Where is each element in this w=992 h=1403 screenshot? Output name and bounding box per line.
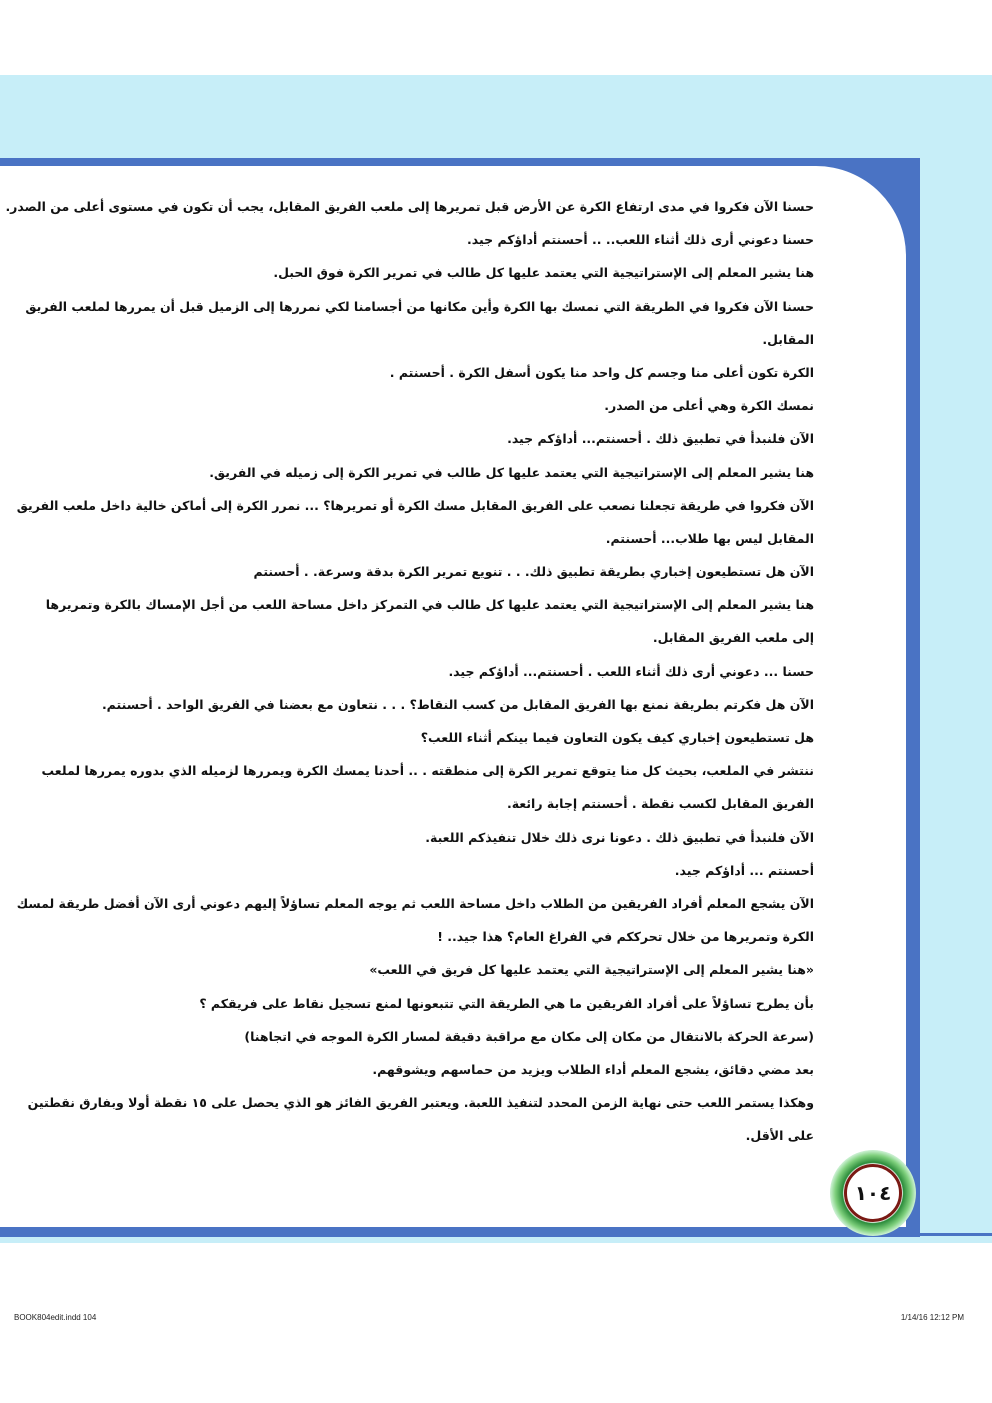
text-line: الآن فلنبدأ في تطبيق ذلك . أحسنتم... أداؤكم جيد. — [507, 431, 814, 447]
text-line: وهكذا يستمر اللعب حتى نهاية الزمن المحدد لتنفيذ اللعبة. ويعتبر الفريق الفائز هو الذي يحصل على ١٥ نقطة أولا وبفارق نقطتين — [27, 1095, 814, 1111]
text-line: الكرة وتمريرها من خلال تحرككم في الفراغ العام؟ هذا جيد.. ! — [437, 929, 814, 945]
text-line: هنا يشير المعلم إلى الإستراتيجية التي يعتمد عليها كل طالب في التمركز داخل مساحة اللعب من أجل الإمساك بالكرة وتمريرها — [45, 597, 814, 613]
text-line: نمسك الكرة وهي أعلى من الصدر. — [604, 398, 814, 414]
text-line: هل تستطيعون إخباري كيف يكون التعاون فيما بينكم أثناء اللعب؟ — [420, 730, 814, 745]
text-line: الآن فلنبدأ في تطبيق ذلك . دعونا نرى ذلك خلال تنفيذكم اللعبة. — [425, 829, 814, 845]
text-line: حسنا الآن فكروا في مدى ارتفاع الكرة عن الأرض قبل تمريرها إلى ملعب الفريق المقابل، يجب أن تكون في مستوى أعلى من الصدر. — [5, 199, 814, 214]
text-line: الآن هل تستطيعون إخباري بطريقة تطبيق ذلك. . . تنويع تمرير الكرة بدقة وسرعة. . أحسنتم — [253, 564, 814, 580]
text-line: حسنا دعوني أرى ذلك أثناء اللعب.. .. أحسنتم أداؤكم جيد. — [467, 232, 814, 248]
text-line: الفريق المقابل لكسب نقطة . أحسنتم إجابة رائعة. — [506, 796, 814, 812]
page-number-badge — [830, 1150, 916, 1236]
text-line: حسنا الآن فكروا في الطريقة التي نمسك بها الكرة وأين مكانها من أجسامنا لكي نمررها إلى الزميل قبل أن يمررها لملعب الفريق — [25, 298, 814, 314]
text-line: إلى ملعب الفريق المقابل. — [652, 630, 814, 646]
text-line: الكرة تكون أعلى منا وجسم كل واحد منا يكون أسفل الكرة . أحسنتم . — [389, 364, 814, 380]
text-line: هنا يشير المعلم إلى الإستراتيجية التي يعتمد عليها كل طالب في تمرير الكرة إلى زميله في الفريق. — [209, 464, 814, 480]
page-number-ring — [844, 1164, 902, 1222]
text-line: أحسنتم ... أداؤكم جيد. — [674, 862, 814, 878]
text-line: الآن هل فكرتم بطريقة نمنع بها الفريق المقابل من كسب النقاط؟ . . . نتعاون مع بعضنا في الفريق الواحد . أحسنتم. — [101, 696, 814, 712]
footer-timestamp: 1/14/16 12:12 PM — [900, 1313, 964, 1322]
text-line: المقابل ليس بها طلاب... أحسنتم. — [605, 530, 814, 546]
page-number: ١٠٤ — [854, 1181, 892, 1205]
text-line: بعد مضي دقائق، يشجع المعلم أداء الطلاب ويزيد من حماسهم ويشوقهم. — [372, 1061, 814, 1077]
bottom-rule — [0, 1233, 992, 1236]
text-line: الآن فكروا في طريقة تجعلنا نصعب على الفريق المقابل مسك الكرة أو تمريرها؟ ... نمرر الكرة إلى أماكن خالية داخل ملعب الفريق — [16, 497, 814, 513]
text-line: «هنا يشير المعلم إلى الإستراتيجية التي يعتمد عليها كل فريق في اللعب» — [369, 962, 814, 978]
text-line: ننتشر في الملعب، بحيث كل منا يتوقع تمرير الكرة إلى منطقته . .. أحدنا يمسك الكرة ويمررها لزميله الذي بدوره يمررها لملعب — [41, 763, 814, 779]
text-line: حسنا ... دعوني أرى ذلك أثناء اللعب . أحسنتم... أداؤكم جيد. — [448, 663, 814, 679]
text-line: على الأقل. — [745, 1128, 814, 1144]
text-line: الآن يشجع المعلم أفراد الفريقين من الطلاب داخل مساحة اللعب ثم يوجه المعلم تساؤلاً إليهم دعوني أرى الآن أفضل طريقة لمسك — [16, 895, 814, 911]
text-line: هنا يشير المعلم إلى الإستراتيجية التي يعتمد عليها كل طالب في تمرير الكرة فوق الحبل. — [273, 265, 814, 281]
footer-file-label: BOOK804edit.indd 104 — [14, 1313, 97, 1322]
lesson-text — [5, 190, 814, 1152]
text-line: (سرعة الحركة بالانتقال من مكان إلى مكان مع مراقبة دقيقة لمسار الكرة الموجه في اتجاهنا) — [244, 1028, 814, 1044]
text-line: المقابل. — [762, 331, 814, 347]
text-line: بأن يطرح تساؤلاً على أفراد الفريقين ما هي الطريقة التي تتبعونها لمنع تسجيل نقاط على فريقكم ؟ — [199, 995, 814, 1011]
